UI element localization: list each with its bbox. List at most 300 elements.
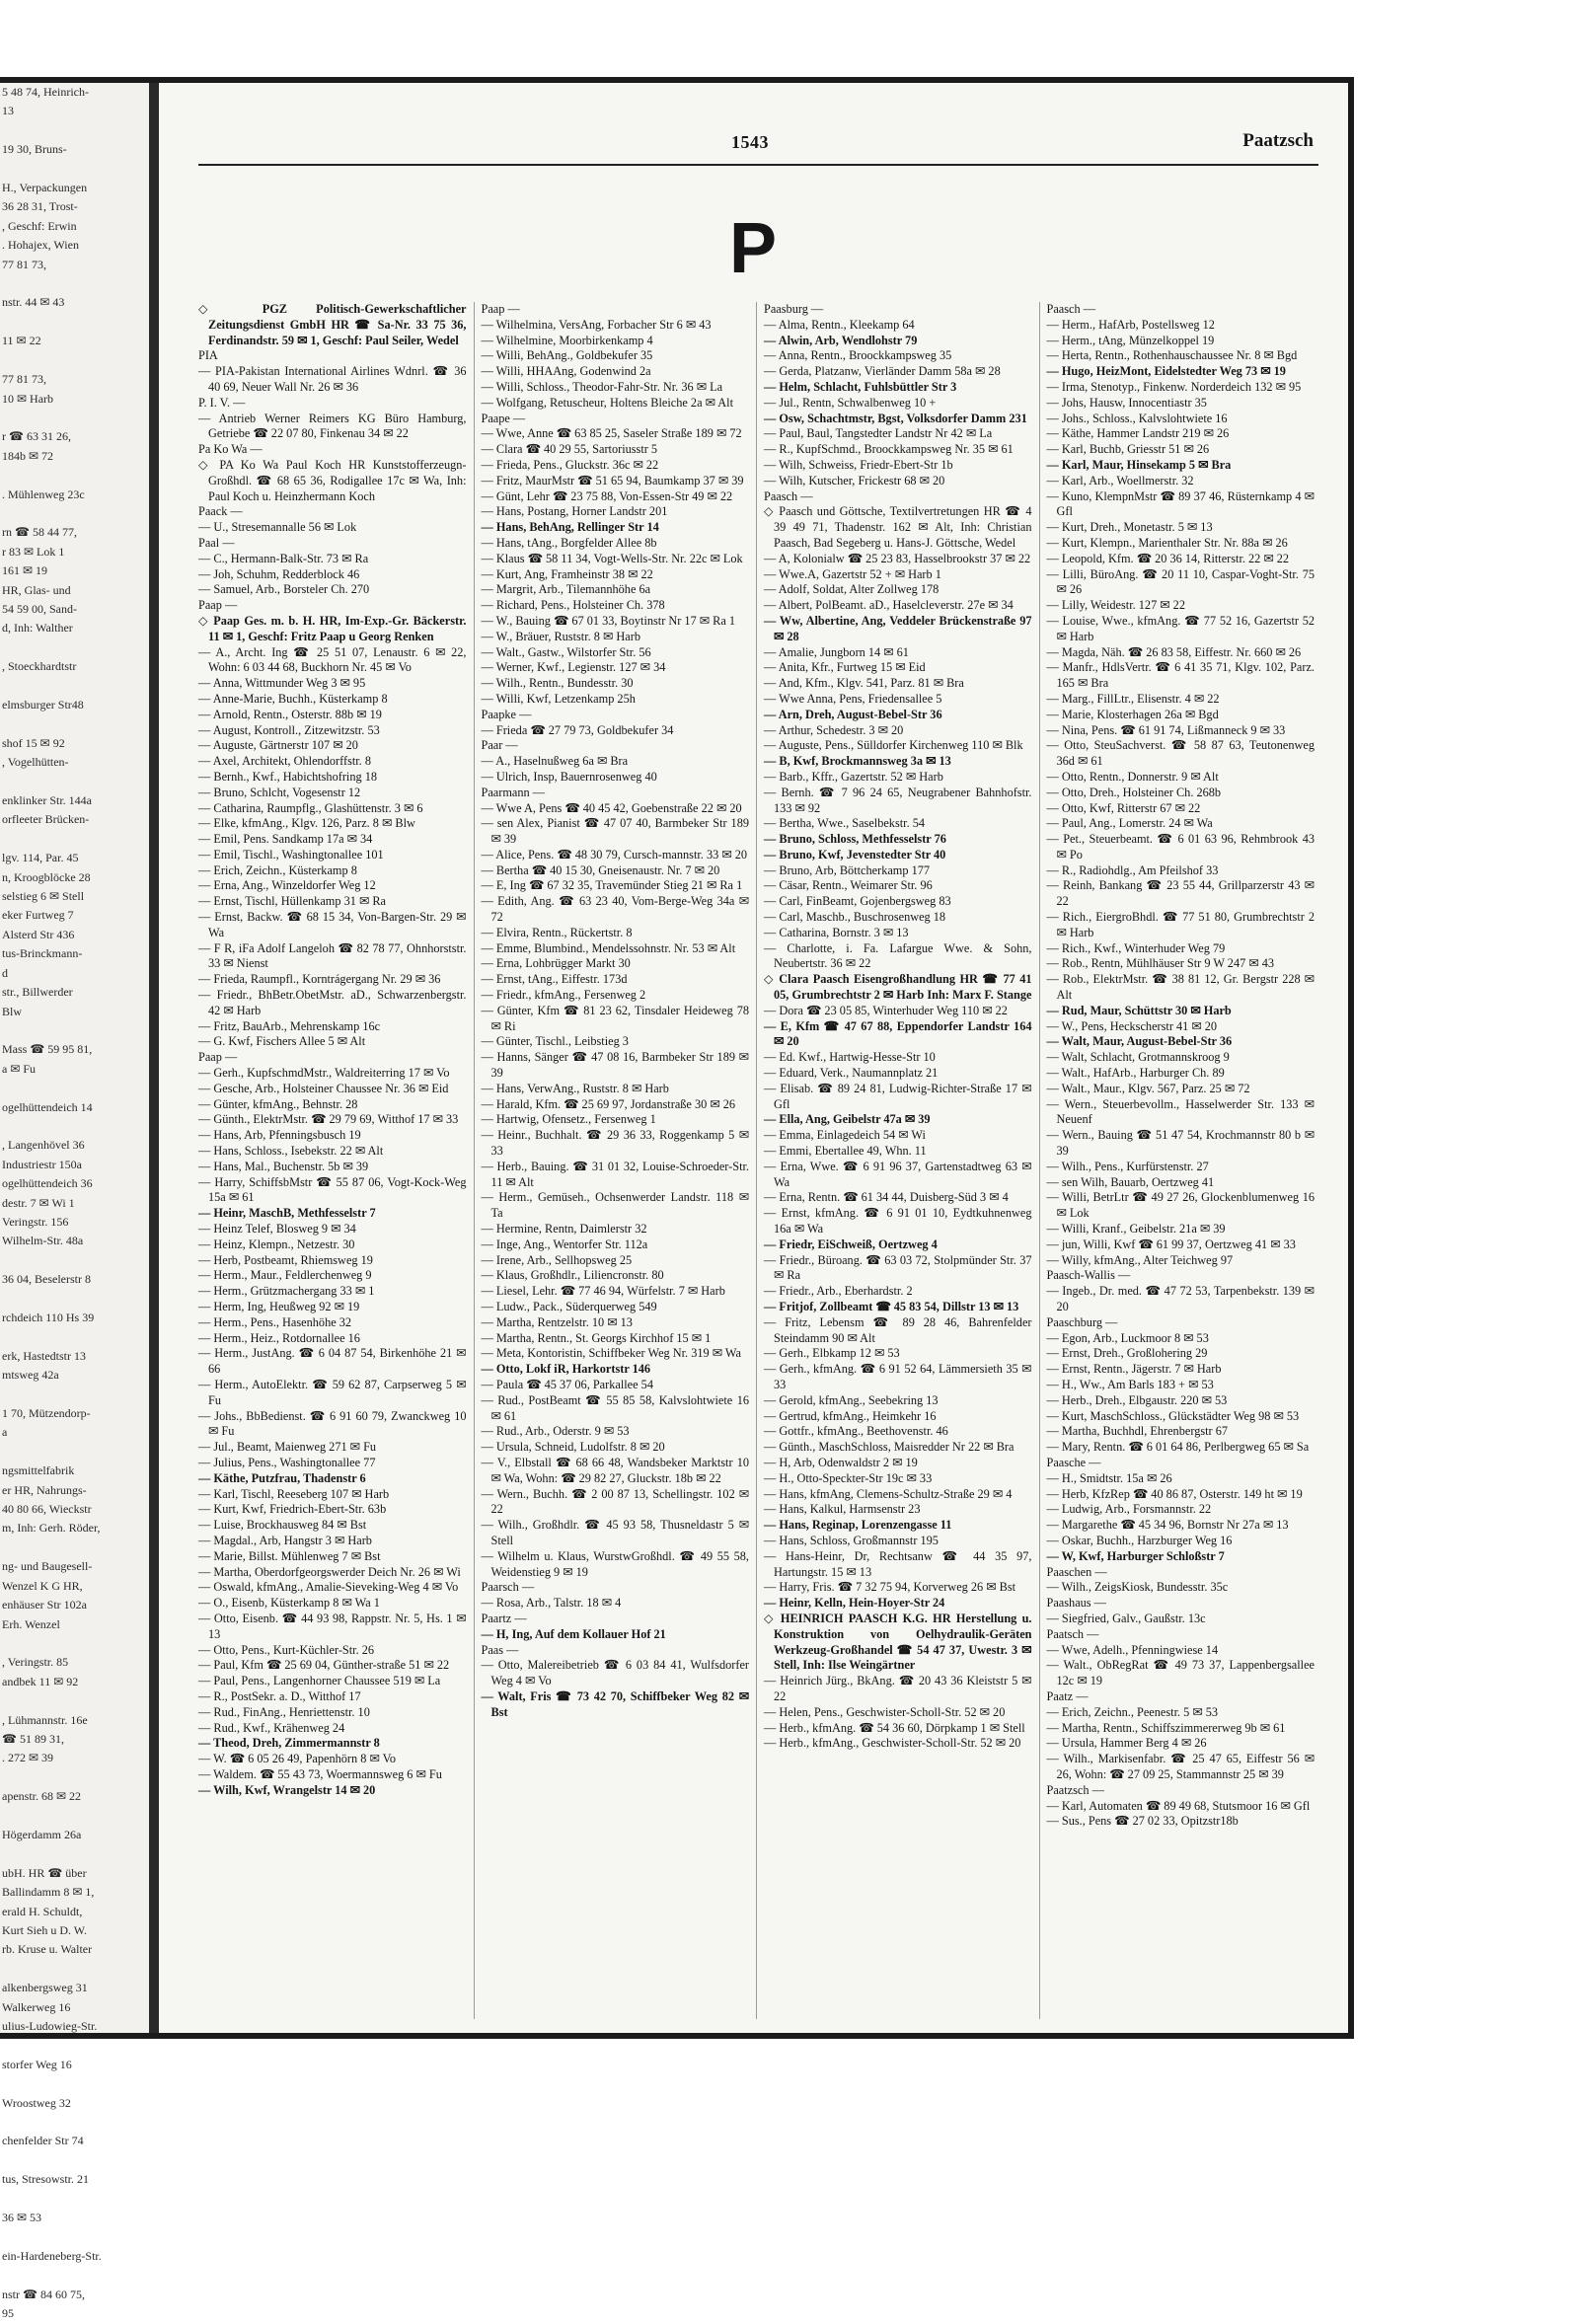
directory-entry: — Karl, Arb., Woellmerstr. 32 [1046,473,1194,487]
directory-entry: — Herm., Grützmachergang 33 ✉ 1 [198,1284,375,1299]
directory-entry: — Otto, Eisenb. ☎ 44 93 98, Rappstr. Nr. 5, Hs. 1 ✉ 13 [198,1611,467,1641]
page-number: 1543 [731,132,769,152]
directory-entry: — Barb., Kffr., Gazertstr. 52 ✉ Harb [764,769,943,784]
directory-entry: — Johs, Hausw, Innocentiastr 35 [1046,395,1207,410]
previous-page-line: 36 28 31, Trost- [2,199,78,214]
directory-entry: Paatz — [1046,1688,1089,1703]
previous-page-line: elmsburger Str48 [2,698,84,712]
previous-page-line: lgv. 114, Par. 45 [2,851,79,865]
directory-entry: — Kurt, Ang, Framheinstr 38 ✉ 22 [481,566,653,581]
previous-page-line: . 272 ✉ 39 [2,1751,54,1765]
directory-entry: — Auguste, Gärtnerstr 107 ✉ 20 [198,738,358,753]
previous-page-line [0,160,149,179]
directory-entry: — Walt, Fris ☎ 73 42 70, Schiffbeker Weg 82 ✉ Bst [481,1688,749,1719]
previous-page-line [0,313,149,332]
directory-entry: — Gertrud, kfmAng., Heimkehr 16 [764,1408,937,1423]
directory-entry: — Dora ☎ 23 05 85, Winterhuder Weg 110 ✉ 22 [764,1003,1008,1017]
directory-entry: Paarsch — [481,1580,535,1595]
directory-entry: — Hans-Heinr, Dr, Rechtsanw ☎ 44 35 97, Hartungstr. 15 ✉ 13 [764,1548,1032,1579]
directory-entry: — Gesche, Arb., Holsteiner Chaussee Nr. 36 ✉ Eid [198,1081,449,1095]
directory-entry: — Walt., Gastw., Wilstorfer Str. 56 [481,644,651,659]
previous-page-line: 77 81 73, [2,372,46,387]
previous-page-line: 36 ✉ 53 [2,2211,42,2225]
directory-entry: — Osw, Schachtmstr, Bgst, Volksdorfer Damm 231 [764,411,1027,425]
previous-page-line: ngsmittelfabrik [2,1463,75,1478]
directory-entry: — Erna, Ang., Winzeldorfer Weg 12 [198,878,376,893]
directory-entry: Paas — [481,1642,519,1657]
previous-page-line: , Lühmannstr. 16e [2,1712,88,1727]
directory-entry: — Wilhelmina, VersAng, Forbacher Str 6 ✉ 43 [481,317,712,332]
directory-entry: — Magda, Näh. ☎ 26 83 58, Eiffestr. Nr. 660 ✉ 26 [1046,644,1302,659]
directory-entry: — Marie, Billst. Mühlenweg 7 ✉ Bst [198,1548,381,1563]
directory-entry: — Harald, Kfm. ☎ 25 69 97, Jordanstraße 30 ✉ 26 [481,1096,736,1111]
directory-entry: — Hans, Postang, Horner Landstr 201 [481,504,668,519]
previous-page-line: a ✉ Fu [2,1061,37,1076]
previous-page-line [0,2228,149,2247]
directory-entry: — Reinh, Bankang ☎ 23 55 44, Grillparzerstr 43 ✉ 22 [1046,878,1315,909]
directory-entry: — sen Wilh, Bauarb, Oertzweg 41 [1046,1174,1215,1189]
directory-entry: — Elisab. ☎ 89 24 81, Ludwig-Richter-Straße 17 ✉ Gfl [764,1081,1032,1111]
previous-page-line: Erh. Wenzel [2,1616,60,1631]
directory-entry: — Fritz, Lebensm ☎ 89 28 46, Bahrenfelder Steindamm 90 ✉ Alt [764,1314,1032,1345]
previous-page-line: nstr ☎ 84 60 75, [2,2287,85,2301]
directory-entry: — Ernst, tAng., Eiffestr. 173d [481,972,628,987]
previous-page-line: enhäuser Str 102a [2,1598,87,1612]
previous-page-line: andbek 11 ✉ 92 [2,1674,79,1688]
directory-entry: — Herm., Maur., Feldlerchenweg 9 [198,1268,372,1283]
previous-page-line [0,773,149,791]
directory-entry: — E, Kfm ☎ 47 67 88, Eppendorfer Landstr 164 ✉ 20 [764,1018,1032,1049]
directory-entry: P. I. V. — [198,395,246,410]
directory-entry: — Inge, Ang., Wentorfer Str. 112a [481,1237,648,1251]
directory-entry: Paal — [198,535,235,550]
directory-entry: — Margrit, Arb., Tilemannhöhe 6a [481,582,651,597]
directory-entry: — Walt., Maur., Klgv. 567, Parz. 25 ✉ 72 [1046,1081,1250,1095]
directory-entry: — R., Radiohdlg., Am Pfeilshof 33 [1046,862,1219,877]
previous-page-line: mtsweg 42a [2,1368,59,1383]
directory-entry: — Wern., Bauing ☎ 51 47 54, Krochmannstr 80 b ✉ 39 [1046,1128,1315,1159]
previous-page-line: chenfelder Str 74 [2,2134,84,2148]
directory-entry: Paack — [198,504,243,519]
directory-entry: — Käthe, Putzfrau, Thadenstr 6 [198,1470,366,1485]
directory-entry: — Friedr., Büroang. ☎ 63 03 72, Stolpmünder Str. 37 ✉ Ra [764,1252,1032,1283]
directory-entry: — Herm, Ing, Heußweg 92 ✉ 19 [198,1300,360,1313]
directory-entry: — Bertha, Wwe., Saselbekstr. 54 [764,816,926,831]
directory-entry: — Karl, Tischl, Reeseberg 107 ✉ Harb [198,1486,390,1501]
directory-entry: — Herb., kfmAng., Geschwister-Scholl-Str. 52 ✉ 20 [764,1736,1021,1751]
directory-entry: — W., Bauing ☎ 67 01 33, Boytinstr Nr 17 ✉ Ra 1 [481,613,736,628]
directory-entry: — Otto, Pens., Kurt-Küchler-Str. 26 [198,1642,375,1657]
directory-entry: — Ernst, kfmAng. ☎ 6 91 01 10, Eydtkuhnenweg 16a ✉ Wa [764,1206,1032,1237]
directory-entry: — Wilhelm u. Klaus, WurstwGroßhdl. ☎ 49 55 58, Weidenstieg 9 ✉ 19 [481,1548,749,1579]
directory-entry: — Anne-Marie, Buchh., Küsterkamp 8 [198,691,388,706]
directory-entry: — Eduard, Verk., Naumannplatz 21 [764,1066,939,1081]
previous-page-line: er HR, Nahrungs- [2,1482,87,1497]
previous-page-line: 54 59 00, Sand- [2,601,77,616]
directory-entry: — Herb, KfzRep ☎ 40 86 87, Osterstr. 149 ht ✉ 19 [1046,1486,1303,1501]
directory-entry: — Hermine, Rentn, Daimlerstr 32 [481,1222,647,1237]
previous-page-line: tus, Stresowstr. 21 [2,2172,90,2187]
directory-entry: Paarmann — [481,785,546,799]
directory-entry: Paap — [198,1050,238,1065]
directory-entry: — Johs., BbBedienst. ☎ 6 91 60 79, Zwanckweg 10 ✉ Fu [198,1408,467,1439]
directory-entry: — Joh, Schuhm, Redderblock 46 [198,566,360,581]
previous-page-line [0,1807,149,1826]
previous-page-line: rn ☎ 58 44 77, [2,525,77,540]
previous-page-line [0,2074,149,2093]
directory-entry: — Edith, Ang. ☎ 63 23 40, Vom-Berge-Weg 34a ✉ 72 [481,894,749,925]
directory-entry: — Gerh., kfmAng. ☎ 6 91 52 64, Lämmersieth 35 ✉ 33 [764,1362,1032,1391]
directory-entry: — Jul., Rentn, Schwalbenweg 10 + [764,395,937,410]
directory-entry: — Egon, Arb., Luckmoor 8 ✉ 53 [1046,1330,1209,1345]
directory-entry: — Wern., Steuerbevollm., Hasselwerder Str. 133 ✉ Neuenf [1046,1096,1315,1127]
directory-entry: — Rud., PostBeamt ☎ 55 85 58, Kalvslohtwiete 16 ✉ 61 [481,1392,749,1423]
directory-entry: Paap — [198,598,238,613]
directory-entry: — Anita, Kfr., Furtweg 15 ✉ Eid [764,660,926,675]
previous-page-line [0,1691,149,1710]
directory-entry: — Wwe, Adelh., Pfenningwiese 14 [1046,1642,1219,1657]
directory-column-3 [756,302,1039,2019]
previous-page-line: , Geschf: Erwin [2,218,77,233]
directory-entry: — Pet., Steuerbeamt. ☎ 6 01 63 96, Rehmbrook 43 ✉ Po [1046,832,1315,862]
directory-entry: — Erna, Lohbrügger Markt 30 [481,956,631,971]
directory-entry: — Otto, Malereibetrieb ☎ 6 03 84 41, Wulfsdorfer Weg 4 ✉ Vo [481,1658,749,1688]
directory-entry: — Erich, Zeichn., Peenestr. 5 ✉ 53 [1046,1704,1219,1719]
directory-entry: — Wilh, Schweiss, Friedr-Ebert-Str 1b [764,457,953,472]
directory-entry: — Emil, Pens. Sandkamp 17a ✉ 34 [198,832,373,847]
previous-page-line: ubH. HR ☎ über [2,1865,87,1880]
directory-entry: — Rud., Kwf., Krähenweg 24 [198,1720,345,1735]
directory-entry: — A., Archt. Ing ☎ 25 51 07, Lenaustr. 6 ✉ 22, Wohn: 6 03 44 68, Buckhorn Nr. 45 ✉ Vo [198,644,467,675]
previous-page-line [0,466,149,485]
directory-entry: — Wwe A, Pens ☎ 40 45 42, Goebenstraße 22 ✉ 20 [481,800,742,815]
directory-entry: — Hans, Reginap, Lorenzengasse 11 [764,1518,952,1533]
previous-page-line: d, Inh: Walther [2,621,73,636]
directory-entry: — Kurt, Klempn., Marienthaler Str. Nr. 88a ✉ 26 [1046,535,1288,550]
previous-page-line: ng- und Baugesell- [2,1559,93,1574]
directory-entry: — Paul, Ang., Lomerstr. 24 ✉ Wa [1046,816,1213,831]
directory-entry: — W., Pens, Heckscherstr 41 ✉ 20 [1046,1018,1218,1033]
previous-page-line: , Veringstr. 85 [2,1655,69,1670]
directory-entry: — And, Kfm., Klgv. 541, Parz. 81 ✉ Bra [764,676,964,691]
directory-entry: — Adolf, Soldat, Alter Zollweg 178 [764,582,940,597]
directory-entry: — August, Kontroll., Zitzewitzstr. 53 [198,722,380,737]
directory-entry: — Arn, Dreh, August-Bebel-Str 36 [764,707,942,721]
directory-entry: — C., Hermann-Balk-Str. 73 ✉ Ra [198,551,369,565]
directory-entry: — Wilh., ZeigsKiosk, Bundesstr. 35c [1046,1580,1229,1595]
previous-page-line: 40 80 66, Wieckstr [2,1502,92,1517]
directory-entry: — Ingeb., Dr. med. ☎ 47 72 53, Tarpenbekstr. 139 ✉ 20 [1046,1284,1315,1313]
directory-entry: — Siegfried, Galv., Gaußstr. 13c [1046,1611,1206,1625]
directory-entry: Paaschen — [1046,1564,1107,1579]
directory-entry: — Günth., ElektrMstr. ☎ 29 79 69, Witthof 17 ✉ 33 [198,1112,459,1127]
directory-entry: — Waldem. ☎ 55 43 73, Woermannsweg 6 ✉ Fu [198,1766,442,1781]
directory-entry: — Albert, PolBeamt. aD., Haselcleverstr. 27e ✉ 34 [764,598,1014,613]
directory-entry: — Hartwig, Ofensetz., Fersenweg 1 [481,1112,656,1127]
previous-page-line [0,1021,149,1040]
directory-entry: — Rud., FinAng., Henriettenstr. 10 [198,1704,370,1719]
directory-entry: — Oskar, Buchh., Harzburger Weg 16 [1046,1533,1233,1547]
book-gutter [149,83,159,2033]
directory-entry: — Hanns, Sänger ☎ 47 08 16, Barmbeker Str 189 ✉ 39 [481,1050,749,1081]
previous-page-line: Wilhelm-Str. 48a [2,1234,84,1248]
previous-page-line [0,1960,149,1979]
directory-entry: — Otto, Dreh., Holsteiner Ch. 268b [1046,785,1222,799]
directory-entry: — Ernst, Rentn., Jägerstr. 7 ✉ Harb [1046,1362,1222,1377]
directory-entry: — Theod, Dreh, Zimmermannstr 8 [198,1736,380,1751]
directory-entry: — Karl, Maur, Hinsekamp 5 ✉ Bra [1046,457,1232,472]
previous-page-line: m, Inh: Gerh. Röder, [2,1521,101,1536]
directory-entry: — Bruno, Kwf, Jevenstedter Str 40 [764,847,946,862]
previous-page-line [0,1634,149,1653]
previous-page-line: apenstr. 68 ✉ 22 [2,1789,82,1804]
previous-page-line: tus-Brinckmann- [2,946,83,961]
previous-page-line [0,1386,149,1404]
directory-entry: — H., Ww., Am Barls 183 + ✉ 53 [1046,1377,1214,1391]
directory-entry: — sen Alex, Pianist ☎ 47 07 40, Barmbeker Str 189 ✉ 39 [481,816,749,847]
directory-entry: Paap — [481,302,520,316]
directory-entry: — Louise, Wwe., kfmAng. ☎ 77 52 16, Gazertstr 52 ✉ Harb [1046,613,1315,643]
previous-page-line [0,2151,149,2170]
directory-entry: — Rosa, Arb., Talstr. 18 ✉ 4 [481,1596,622,1611]
directory-entry: — Bertha ☎ 40 15 30, Gneisenaustr. Nr. 7 ✉ 20 [481,862,720,877]
directory-entry: — Wilh., Pens., Kurfürstenstr. 27 [1046,1159,1209,1173]
directory-entry: — Emmi, Ebertallee 49, Whn. 11 [764,1144,927,1159]
directory-entry: — Wilh., Großhdlr. ☎ 45 93 58, Thusneldastr 5 ✉ Stell [481,1518,749,1547]
directory-entry: — Klaus ☎ 58 11 34, Vogt-Wells-Str. Nr. 22c ✉ Lok [481,551,743,565]
previous-page-line [0,504,149,523]
previous-page-line: Ballindamm 8 ✉ 1, [2,1885,95,1900]
directory-entry: — Arthur, Schedestr. 3 ✉ 20 [764,722,904,737]
previous-page-line: 13 [2,104,14,118]
previous-page-line: enklinker Str. 144a [2,793,92,808]
previous-page-line: eker Furtweg 7 [2,908,74,923]
directory-entry: — Wilh, Kutscher, Frickestr 68 ✉ 20 [764,473,945,487]
directory-entry: — Heinz, Klempn., Netzestr. 30 [198,1237,355,1251]
directory-entry: — Erna, Rentn. ☎ 61 34 44, Duisberg-Süd 3 ✉ 4 [764,1190,1009,1205]
directory-entry: — Arnold, Rentn., Osterstr. 88b ✉ 19 [198,707,382,721]
directory-entry: — O., Eisenb, Küsterkamp 8 ✉ Wa 1 [198,1596,380,1611]
directory-entry: — Hans, Mal., Buchenstr. 5b ✉ 39 [198,1159,369,1173]
directory-entry: — Kurt, Kwf, Friedrich-Ebert-Str. 63b [198,1502,387,1517]
previous-page-line: destr. 7 ✉ Wi 1 [2,1195,75,1210]
previous-page-line [0,1079,149,1097]
directory-entry: — Fritz, MaurMstr ☎ 51 65 94, Baumkamp 37 ✉ 39 [481,473,744,487]
previous-page-line [0,1768,149,1787]
directory-entry: — E, Ing ☎ 67 32 35, Travemünder Stieg 21 ✉ Ra 1 [481,878,743,893]
previous-page-line: Walkerweg 16 [2,1999,71,2014]
directory-entry: — Ella, Ang, Geibelstr 47a ✉ 39 [764,1112,931,1127]
directory-entry: — Käthe, Hammer Landstr 219 ✉ 26 [1046,426,1230,441]
directory-entry: Paasch-Wallis — [1046,1268,1131,1283]
directory-entry: — Herm., Heiz., Rotdornallee 16 [198,1330,360,1345]
directory-entry: — Kuno, KlempnMstr ☎ 89 37 46, Rüsternkamp 4 ✉ Gfl [1046,488,1315,519]
directory-entry: — Irma, Stenotyp., Finkenw. Norderdeich 132 ✉ 95 [1046,379,1302,394]
directory-entry: — Irene, Arb., Sellhopsweg 25 [481,1252,633,1267]
directory-entry: — Ludw., Pack., Süderquerweg 549 [481,1300,657,1313]
directory-column-2 [474,302,757,2019]
directory-entry: — Willi, Kranf., Geibelstr. 21a ✉ 39 [1046,1222,1226,1237]
directory-entry: — Lilli, BüroAng. ☎ 20 11 10, Caspar-Voght-Str. 75 ✉ 26 [1046,566,1315,597]
directory-entry: — Herb, Postbeamt, Rhiemsweg 19 [198,1252,373,1267]
directory-entry: — Ulrich, Insp, Bauernrosenweg 40 [481,769,657,784]
previous-page-line: 19 30, Bruns- [2,142,67,157]
previous-page-line: ogelhüttendeich 36 [2,1176,93,1191]
directory-entry: — Hans, Arb, Pfenningsbusch 19 [198,1128,361,1143]
previous-page-line [0,121,149,140]
previous-page-line: , Stoeckhardtstr [2,659,77,674]
previous-page-fragment [0,83,149,2321]
directory-entry: — Elvira, Rentn., Rückertstr. 8 [481,925,633,939]
directory-entry: — Willy, kfmAng., Alter Teichweg 97 [1046,1252,1234,1267]
directory-entry: — Clara ☎ 40 29 55, Sartoriusstr 5 [481,442,658,457]
directory-entry: — Cäsar, Rentn., Weimarer Str. 96 [764,878,933,893]
directory-entry: — Otto, Lokf iR, Harkortstr 146 [481,1362,651,1377]
directory-entry: — Otto, Rentn., Donnerstr. 9 ✉ Alt [1046,769,1219,784]
directory-entry: — Paul, Pens., Langenhorner Chaussee 519 ✉ La [198,1674,441,1688]
directory-entry: — Samuel, Arb., Borsteler Ch. 270 [198,582,370,597]
directory-entry: PIA [198,348,218,363]
directory-entry: — Martha, Oberdorfgeorgswerder Deich Nr. 26 ✉ Wi [198,1564,461,1579]
directory-entry: — Gerh., Elbkamp 12 ✉ 53 [764,1346,900,1361]
previous-page-line: a [2,1425,8,1440]
directory-entry: Paar — [481,738,518,753]
directory-entry: — Hans, tAng., Borgfelder Allee 8b [481,535,657,550]
directory-entry: — R., PostSekr. a. D., Witthof 17 [198,1688,361,1703]
directory-entry: — Herm., Gemüseh., Ochsenwerder Landstr. 118 ✉ Ta [481,1190,749,1221]
directory-entry: — Carl, FinBeamt, Gojenbergsweg 83 [764,894,951,909]
directory-entry: — Klaus, Großhdlr., Liliencronstr. 80 [481,1268,664,1283]
directory-entry: — H, Arb, Odenwaldstr 2 ✉ 19 [764,1455,918,1469]
previous-page-line: orfleeter Brücken- [2,812,90,827]
directory-entry: — Carl, Maschb., Buschrosenweg 18 [764,910,946,925]
directory-entry: — Willi, HHAAng, Godenwind 2a [481,364,651,379]
previous-page-line: Blw [2,1004,23,1018]
directory-page [159,83,1348,2033]
previous-page-line: Wroostweg 32 [2,2095,71,2110]
directory-entry: — H., Smidtstr. 15a ✉ 26 [1046,1470,1172,1485]
previous-page-line [0,1443,149,1462]
directory-entry: Paatsch — [1046,1626,1099,1641]
directory-entry: Paashaus — [1046,1596,1106,1611]
previous-page-line [0,1327,149,1346]
directory-entry: Paapke — [481,707,532,721]
directory-entry: — Herm., JustAng. ☎ 6 04 87 54, Birkenhöhe 21 ✉ 66 [198,1346,467,1377]
directory-entry: Paartz — [481,1611,527,1625]
directory-entry: — Wern., Buchh. ☎ 2 00 87 13, Schellingstr. 102 ✉ 22 [481,1486,749,1517]
previous-page-line: erald H. Schuldt, [2,1904,83,1918]
previous-page-line: . Hohajex, Wien [2,238,79,253]
previous-page-line [0,2266,149,2285]
directory-entry: — H, Ing, Auf dem Kollauer Hof 21 [481,1626,666,1641]
directory-entry: Paaschburg — [1046,1314,1118,1329]
directory-column-1 [198,302,474,2019]
directory-entry: — Heinr, Kelln, Hein-Hoyer-Str 24 [764,1596,945,1611]
directory-entry: — Erna, Wwe. ☎ 6 91 96 37, Gartenstadtweg 63 ✉ Wa [764,1159,1032,1189]
previous-page-line: 36 04, Beselerstr 8 [2,1272,91,1287]
directory-entry: — Helen, Pens., Geschwister-Scholl-Str. 52 ✉ 20 [764,1704,1006,1719]
directory-entry: — Ernst, Backw. ☎ 68 15 34, Von-Bargen-Str. 29 ✉ Wa [198,910,467,939]
directory-entry: — Catharina, Bornstr. 3 ✉ 13 [764,925,909,939]
previous-page-line [0,351,149,370]
directory-columns [198,302,1321,2019]
directory-entry: — A., Haselnußweg 6a ✉ Bra [481,754,629,769]
previous-page-line [0,2036,149,2055]
directory-entry: — Wilh., Markisenfabr. ☎ 25 47 65, Eiffestr 56 ✉ 26, Wohn: ☎ 27 09 25, Stammannstr 25 ✉ 39 [1046,1752,1315,1781]
directory-entry: ◇ Paap Ges. m. b. H. HR, Im-Exp.-Gr. Bäckerstr. 11 ✉ 1, Geschf: Fritz Paap u Georg Renken [198,613,467,643]
directory-entry: Paasch — [1046,302,1096,316]
previous-page-line: nstr. 44 ✉ 43 [2,295,65,310]
directory-entry: — Wilh., Rentn., Bundesstr. 30 [481,676,634,691]
previous-page-line: Mass ☎ 59 95 81, [2,1042,93,1057]
section-letter: P [729,209,778,288]
directory-entry: — Alma, Rentn., Kleekamp 64 [764,317,915,332]
previous-page-line: d [2,965,8,980]
directory-entry: — Ernst, Tischl, Hüllenkamp 31 ✉ Ra [198,894,386,909]
directory-entry: — Emil, Tischl., Washingtonallee 101 [198,847,384,862]
directory-entry: — Ernst, Dreh., Großlohering 29 [1046,1346,1208,1361]
previous-page-line: shof 15 ✉ 92 [2,735,65,750]
directory-entry: — Herb., Dreh., Elbgaustr. 220 ✉ 53 [1046,1392,1228,1407]
directory-entry: — Emme, Blumbind., Mendelssohnstr. Nr. 53 ✉ Alt [481,940,736,955]
directory-entry: — Otto, Kwf, Ritterstr 67 ✉ 22 [1046,800,1201,815]
previous-page-line: storfer Weg 16 [2,2057,72,2071]
previous-page-line [0,2190,149,2209]
previous-page-line: n, Kroogblöcke 28 [2,869,91,884]
previous-page-line: HR, Glas- und [2,582,71,597]
directory-entry: — Mary, Rentn. ☎ 6 01 64 86, Perlbergweg 65 ✉ Sa [1046,1440,1310,1455]
previous-page-line: 95 [2,2306,14,2321]
directory-entry: — Heinz Telef, Blosweg 9 ✉ 34 [198,1222,356,1237]
directory-entry: — Hans, Schloss., Isebekstr. 22 ✉ Alt [198,1144,384,1159]
directory-entry: — Hans, VerwAng., Ruststr. 8 ✉ Harb [481,1081,669,1095]
directory-entry: ◇ HEINRICH PAASCH K.G. HR Herstellung u. Konstruktion von Oelhydraulik-Geräten Werkzeug-Großhandel ☎ 54 47 37, Uwestr. 3 ✉ Stell, Inh: Ilse Weingärtner [764,1611,1032,1673]
directory-entry: — Martha, Rentzelstr. 10 ✉ 13 [481,1314,633,1329]
directory-entry: — Karl, Buchb, Griesstr 51 ✉ 26 [1046,442,1210,457]
directory-entry: — Rud., Arb., Oderstr. 9 ✉ 53 [481,1424,630,1439]
directory-entry: — Charlotte, i. Fa. Lafargue Wwe. & Sohn, Neubertstr. 36 ✉ 22 [764,940,1032,971]
directory-entry: — Emma, Einlagedeich 54 ✉ Wi [764,1128,926,1143]
directory-entry: — Herm., AutoElektr. ☎ 59 62 87, Carpserweg 5 ✉ Fu [198,1377,467,1407]
directory-entry: — Bernh., Kwf., Habichtshofring 18 [198,769,378,784]
directory-entry: Paape — [481,411,526,425]
directory-entry: — Erich, Zeichn., Küsterkamp 8 [198,862,357,877]
previous-page-line: rchdeich 110 Hs 39 [2,1311,95,1324]
directory-entry: — Paula ☎ 45 37 06, Parkallee 54 [481,1377,653,1391]
directory-entry: — Julius, Pens., Washingtonallee 77 [198,1455,376,1469]
previous-page-line: r ☎ 63 31 26, [2,429,71,444]
directory-entry: — Leopold, Kfm. ☎ 20 36 14, Ritterstr. 22 ✉ 22 [1046,551,1290,565]
directory-entry: — Oswald, kfmAng., Amalie-Sieveking-Weg 4 ✉ Vo [198,1580,459,1595]
previous-page-line: 1 70, Mützendorp- [2,1406,91,1421]
header-rule [198,164,1318,166]
directory-entry: — Herb., kfmAng. ☎ 54 36 60, Dörpkamp 1 ✉ Stell [764,1720,1025,1735]
directory-entry: — Bruno, Schlcht, Vogesenstr 12 [198,785,361,799]
previous-page-line [0,830,149,849]
directory-entry: — Frieda, Pens., Gluckstr. 36c ✉ 22 [481,457,659,472]
previous-page-line: 184b ✉ 72 [2,448,54,463]
directory-entry: — W, Kwf, Harburger Schloßstr 7 [1046,1548,1225,1563]
directory-entry: — H., Otto-Speckter-Str 19c ✉ 33 [764,1470,933,1485]
previous-page-line: Kurt Sieh u D. W. [2,1923,88,1937]
directory-entry: — Walt., ObRegRat ☎ 49 73 37, Lappenbergsallee 12c ✉ 19 [1046,1658,1315,1688]
directory-entry: — Wwe, Anne ☎ 63 85 25, Saseler Straße 189 ✉ 72 [481,426,742,441]
previous-page-line: ulius-Ludowieg-Str. [2,2019,98,2034]
directory-entry: — Rud, Maur, Schüttstr 30 ✉ Harb [1046,1003,1232,1017]
previous-page-line [0,1290,149,1309]
directory-entry: — Hugo, HeizMont, Eidelstedter Weg 73 ✉ 19 [1046,364,1286,379]
directory-entry: — Willi, Kwf, Letzenkamp 25h [481,691,636,706]
